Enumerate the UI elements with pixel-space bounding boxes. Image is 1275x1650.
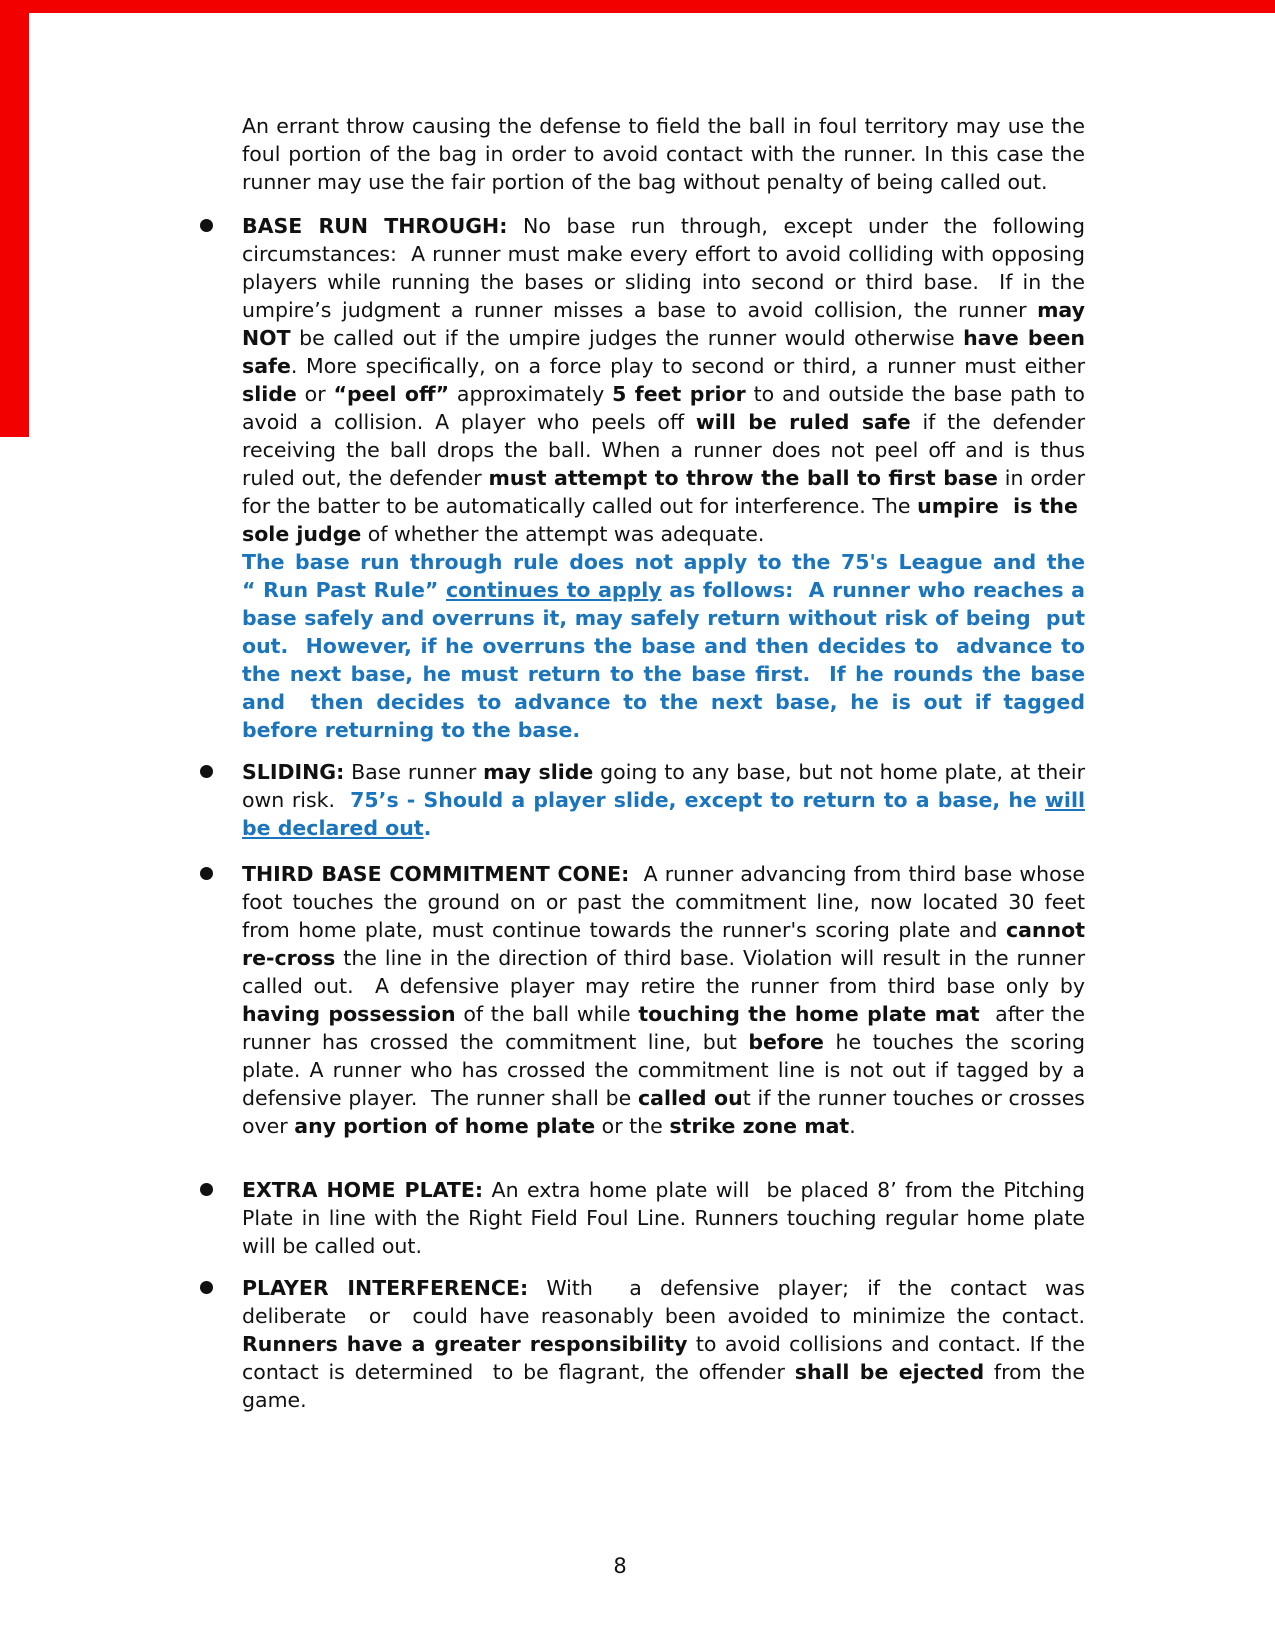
bullet-text: SLIDING: Base runner may slide going to any base, but not home plate, at their own risk. 75’s - Should a player slide, except to return to a base, he will be declared out. (242, 760, 1086, 840)
bullet-sliding (242, 758, 1085, 842)
bullet-player-interference (242, 1274, 1085, 1414)
bullet-third-base-commitment-cone (242, 860, 1085, 1140)
bullet-icon (200, 867, 213, 880)
bullet-icon (200, 765, 213, 778)
bullet-icon (200, 1183, 213, 1196)
bullet-extra-home-plate (242, 1176, 1085, 1260)
bullet-text: EXTRA HOME PLATE: An extra home plate will be placed 8’ from the Pitching Plate in line with the Right Field Foul Line. Runners touching regular home plate will be called out. (242, 1178, 1085, 1258)
page-content (242, 112, 1085, 1414)
bullet-text: BASE RUN THROUGH: No base run through, except under the following circumstances: A runner must make every effort to avoid colliding with opposing players while running the bases or sliding into second or third base. If in the umpire’s judgment a runner misses a base to avoid collision, the runner may NOT be called out if the umpire judges the runner would otherwise have been safe. More specifically, on a force play to second or third, a runner must either slide or “peel off” approximately 5 feet prior to and outside the base path to avoid a collision. A player who peels off will be ruled safe if the defender receiving the ball drops the ball. When a runner does not peel off and is thus ruled out, the defender must attempt to throw the ball to first base in order for the batter to be automatically called out for interference. The umpire is the sole judge of whether the attempt was adequate. The base run through rule does not apply to the 75's League and the “ Run Past Rule” continues to apply as follows: A runner who reaches a base safely and overruns it, may safely return without risk of being put out. However, if he overruns the base and then decides to advance to the next base, he must return to the base first. If he rounds the base and then decides to advance to the next base, he is out if tagged before returning to the base. (242, 214, 1086, 742)
bullet-icon (200, 219, 213, 232)
bullet-text: THIRD BASE COMMITMENT CONE: A runner advancing from third base whose foot touches the ground on or past the commitment line, now located 30 feet from home plate, must continue towards the runner's scoring plate and cannot re-cross the line in the direction of third base. Violation will result in the runner called out. A defensive player may retire the runner from third base only by having possession of the ball while touching the home plate mat after the runner has crossed the commitment line, but before he touches the scoring plate. A runner who has crossed the commitment line is not out if tagged by a defensive player. The runner shall be called out if the runner touches or crosses over any portion of home plate or the strike zone mat. (242, 862, 1086, 1138)
bullet-text: PLAYER INTERFERENCE: With a defensive player; if the contact was deliberate or could have reasonably been avoided to minimize the contact. Runners have a greater responsibility to avoid collisions and contact. If the contact is determined to be flagrant, the offender shall be ejected from the game. (242, 1276, 1086, 1412)
red-left-edge-bar (0, 0, 29, 437)
rules-list (242, 212, 1085, 1414)
bullet-base-run-through (242, 212, 1085, 744)
red-top-edge-bar (0, 0, 1275, 13)
intro-paragraph: An errant throw causing the defense to field the ball in foul territory may use the foul portion of the bag in order to avoid contact with the runner. In this case the runner may use the fair portion of the bag without penalty of being called out. (242, 114, 1085, 194)
page-number: 8 (613, 1554, 627, 1578)
bullet-icon (200, 1281, 213, 1294)
